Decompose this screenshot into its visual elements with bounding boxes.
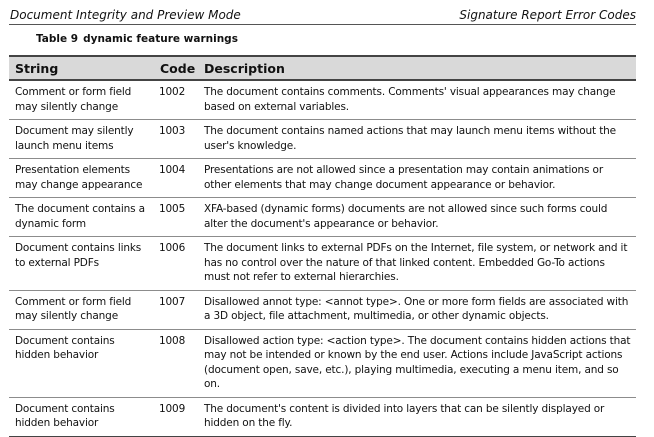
table-row	[9, 198, 636, 237]
cell-description: Disallowed action type: <action type>. The document contains hidden actions that may not be intended or known by the end user. Actions include JavaScript actions (document open, save, etc.), playing multimedia, executing a menu item, and so on.	[198, 329, 636, 397]
header-rule	[9, 24, 636, 25]
cell-string: Comment or form field may silently change	[9, 290, 154, 329]
cell-string: Comment or form field may silently change	[9, 80, 154, 120]
cell-description: Presentations are not allowed since a presentation may contain animations or other elements that may change document appearance or behavior.	[198, 159, 636, 198]
cell-code: 1005	[154, 198, 198, 237]
cell-description: The document contains comments. Comments' visual appearances may change based on external variables.	[198, 80, 636, 120]
cell-code: 1006	[154, 237, 198, 291]
table-caption-number: Table 9	[36, 33, 79, 45]
running-header-right: Signature Report Error Codes	[459, 8, 636, 22]
column-header-description: Description	[204, 60, 285, 76]
page-header	[0, 0, 654, 24]
table-caption	[36, 33, 238, 45]
table-caption-text: dynamic feature warnings	[83, 33, 238, 45]
column-header-string: String	[15, 60, 59, 76]
cell-description: Disallowed annot type: <annot type>. One or more form fields are associated with a 3D object, file attachment, multimedia, or other dynamic objects.	[198, 290, 636, 329]
cell-code: 1009	[154, 397, 198, 436]
table-header-row	[9, 56, 636, 80]
warnings-table	[9, 55, 636, 437]
table-row	[9, 397, 636, 436]
running-header-left: Document Integrity and Preview Mode	[10, 8, 241, 22]
cell-description: The document's content is divided into layers that can be silently displayed or hidden on the fly.	[198, 397, 636, 436]
cell-string: Document contains hidden behavior	[9, 329, 154, 397]
cell-string: Presentation elements may change appearance	[9, 159, 154, 198]
table-row	[9, 159, 636, 198]
cell-description: The document links to external PDFs on the Internet, file system, or network and it has no control over the nature of that linked content. Embedded Go-To actions must not refer to external hierarchies.	[198, 237, 636, 291]
cell-string: Document contains hidden behavior	[9, 397, 154, 436]
cell-code: 1007	[154, 290, 198, 329]
cell-code: 1002	[154, 80, 198, 120]
table-row	[9, 237, 636, 291]
cell-string: Document contains links to external PDFs	[9, 237, 154, 291]
cell-code: 1004	[154, 159, 198, 198]
cell-code: 1008	[154, 329, 198, 397]
table-row	[9, 120, 636, 159]
table-row	[9, 329, 636, 397]
cell-code: 1003	[154, 120, 198, 159]
cell-string: The document contains a dynamic form	[9, 198, 154, 237]
table-row	[9, 80, 636, 120]
table-row	[9, 290, 636, 329]
cell-description: XFA-based (dynamic forms) documents are not allowed since such forms could alter the document's appearance or behavior.	[198, 198, 636, 237]
cell-string: Document may silently launch menu items	[9, 120, 154, 159]
cell-description: The document contains named actions that may launch menu items without the user's knowledge.	[198, 120, 636, 159]
column-header-code: Code	[160, 60, 196, 76]
